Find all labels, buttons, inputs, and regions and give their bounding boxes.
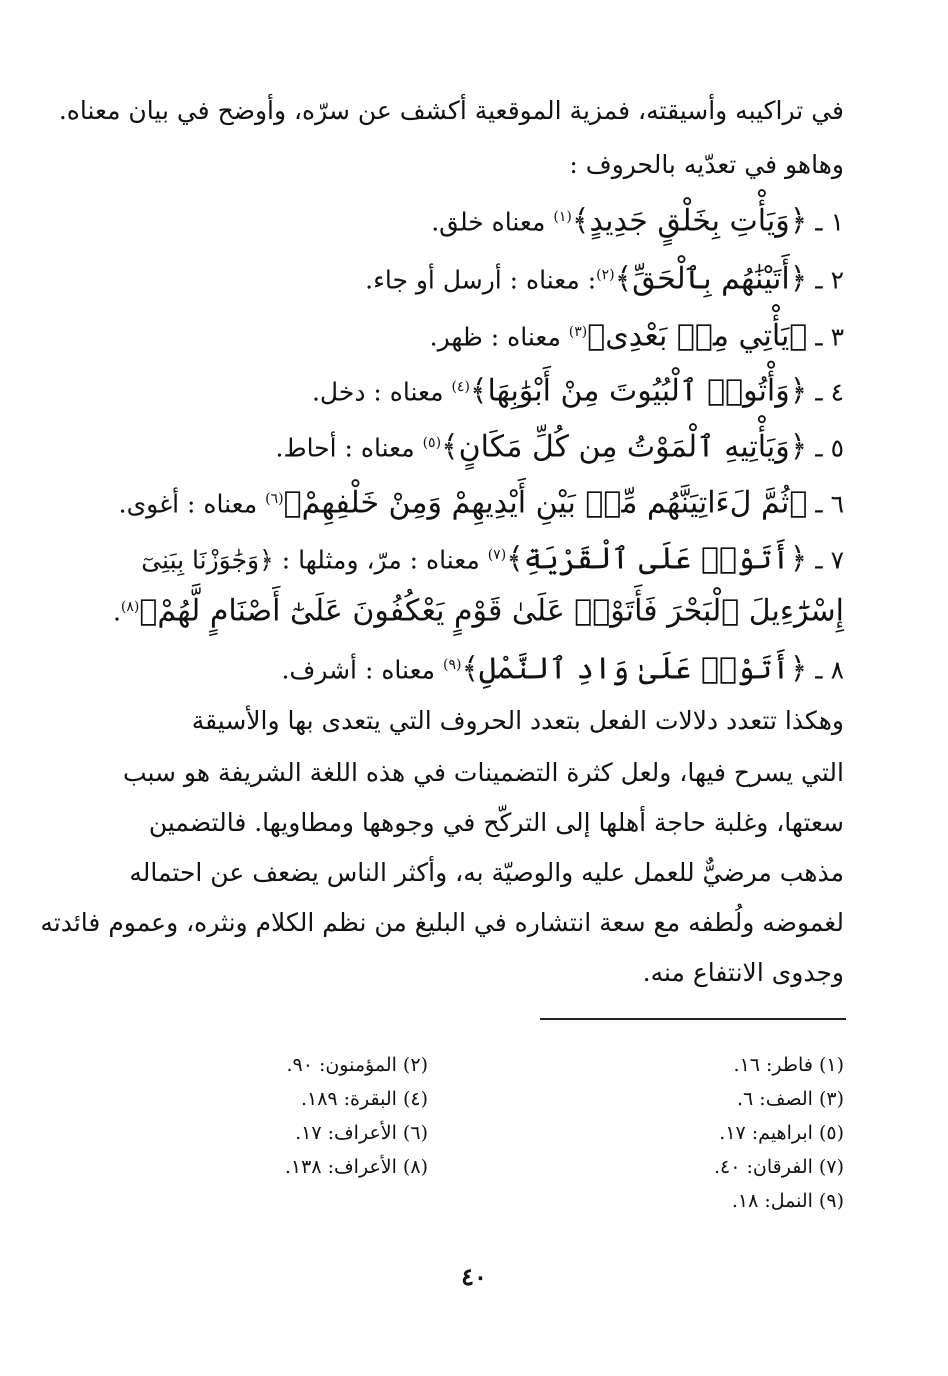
footnote-separator — [540, 1018, 846, 1020]
paragraph-line: سعتها، وغلبة حاجة أهلها إلى التركّح في وجوهها ومطاويها. فالتضمين — [148, 808, 844, 837]
footnote: (٤) البقرة: ١٨٩. — [300, 1088, 428, 1110]
page-number: ٤٠ — [461, 1262, 487, 1291]
quran-verse: إِسْرَٰٓءِيلَ ٱلْبَحْرَ فَأَتَوْا۟ عَلَىٰ قَوْمٍ يَعْكُفُونَ عَلَىٰٓ أَصْنَامٍ لَّهُمْ﴾ — [139, 593, 844, 629]
list-item: ٨ ـ ﴿أَتَوْا۟ عَلَىٰ وَادِ ٱلنَّمْلِ﴾$^{(٩)}$ معناه : أشرف. — [281, 651, 844, 687]
quran-verse: ﴿وَيَأْتِيهِ ٱلْمَوْتُ مِن كُلِّ مَكَانٍ﴾ — [441, 429, 808, 465]
quran-verse: ﴿أَتَوْا۟ عَلَى ٱلْقَرْيَةِ﴾ — [506, 541, 808, 577]
footnote-ref: (٦) — [265, 491, 284, 507]
paragraph-line: وجدوى الانتفاع منه. — [642, 958, 844, 987]
footnote-ref: (٧) — [487, 547, 507, 563]
footnote-ref: (٩) — [442, 657, 462, 673]
footnote: (٩) النمل: ١٨. — [731, 1190, 844, 1212]
body-line-2: وهاهو في تعدّيه بالحروف : — [569, 150, 844, 179]
paragraph-line: التي يسرح فيها، ولعل كثرة التضمينات في هذه اللغة الشريفة هو سبب — [122, 758, 844, 787]
quran-verse: ﴿ثُمَّ لَءَاتِيَنَّهُم مِّنۢ بَيْنِ أَيْدِيهِمْ وَمِنْ خَلْفِهِمْ﴾ — [283, 485, 808, 521]
footnote: (٦) الأعراف: ١٧. — [295, 1122, 428, 1144]
footnote: (٣) الصف: ٦. — [736, 1088, 844, 1110]
footnote: (١) فاطر: ١٦. — [733, 1054, 844, 1076]
body-line-1: في تراكيبه وأسيقته، فمزية الموقعية أكشف عن سرّه، وأوضح في بيان معناه. — [58, 96, 844, 125]
list-item: ٢ ـ ﴿أَتَيْنَٰهُم بِٱلْحَقِّ﴾$^{(٢)}$: معناه : أرسل أو جاء. — [365, 261, 844, 297]
footnote-ref: (٣) — [568, 324, 588, 340]
paragraph-line: وهكذا تتعدد دلالات الفعل بتعدد الحروف التي يتعدى بها والأسيقة — [191, 706, 844, 735]
quran-verse: ﴿أَتَوْا۟ عَلَىٰ وَادِ ٱلنَّمْلِ﴾ — [461, 651, 808, 687]
list-item: ٤ ـ ﴿وَأْتُوا۟ ٱلْبُيُوتَ مِنْ أَبْوَٰبِهَا﴾$^{(٤)}$ معناه : دخل. — [311, 373, 844, 409]
quran-verse: ﴿أَتَيْنَٰهُم بِٱلْحَقِّ﴾ — [614, 261, 808, 297]
footnote: (٢) المؤمنون: ٩٠. — [286, 1054, 428, 1076]
footnote-ref: (٥) — [422, 435, 442, 451]
quran-verse: ﴿وَيَأْتِ بِخَلْقٍ جَدِيدٍ﴾ — [571, 203, 808, 239]
list-item: ٧ ـ ﴿أَتَوْا۟ عَلَى ٱلْقَرْيَةِ﴾$^{(٧)}$ معناه : مرّ، ومثلها : ﴿وَجَٰوَزْنَا بِبَنِىٓ — [141, 541, 844, 577]
footnote: (٧) الفرقان: ٤٠. — [714, 1156, 844, 1178]
footnote: (٥) ابراهيم: ١٧. — [719, 1122, 844, 1144]
list-item-continuation: إِسْرَٰٓءِيلَ ٱلْبَحْرَ فَأَتَوْا۟ عَلَىٰ قَوْمٍ يَعْكُفُونَ عَلَىٰٓ أَصْنَامٍ لَّهُمْ﴾$^{(٨)}$. — [112, 593, 844, 629]
footnote-ref: (٨) — [120, 599, 140, 615]
list-item: ٥ ـ ﴿وَيَأْتِيهِ ٱلْمَوْتُ مِن كُلِّ مَكَانٍ﴾$^{(٥)}$ معناه : أحاط. — [275, 429, 844, 465]
list-item: ٦ ـ ﴿ثُمَّ لَءَاتِيَنَّهُم مِّنۢ بَيْنِ أَيْدِيهِمْ وَمِنْ خَلْفِهِمْ﴾$^{(٦)}$ معناه : أغوى. — [118, 485, 844, 521]
paragraph-line: لغموضه ولُطفه مع سعة انتشاره في البليغ من نظم الكلام ونثره، وعموم فائدته — [40, 908, 844, 937]
footnote-ref: (١) — [553, 209, 572, 225]
quran-verse: ﴿يَأْتِي مِنۢ بَعْدِى﴾ — [587, 318, 808, 354]
list-item: ١ ـ ﴿وَيَأْتِ بِخَلْقٍ جَدِيدٍ﴾$^{(١)}$ معناه خلق. — [431, 203, 844, 239]
list-item: ٣ ـ ﴿يَأْتِي مِنۢ بَعْدِى﴾$^{(٣)}$ معناه : ظهر. — [429, 318, 844, 354]
footnote-ref: (٤) — [451, 379, 470, 395]
footnote: (٨) الأعراف: ١٣٨. — [284, 1156, 428, 1178]
paragraph-line: مذهب مرضيٌّ للعمل عليه والوصيّة به، وأكثر الناس يضعف عن احتماله — [129, 858, 844, 887]
quran-verse: ﴿وَأْتُوا۟ ٱلْبُيُوتَ مِنْ أَبْوَٰبِهَا﴾ — [469, 373, 808, 409]
footnote-ref: (٢) — [596, 267, 615, 283]
